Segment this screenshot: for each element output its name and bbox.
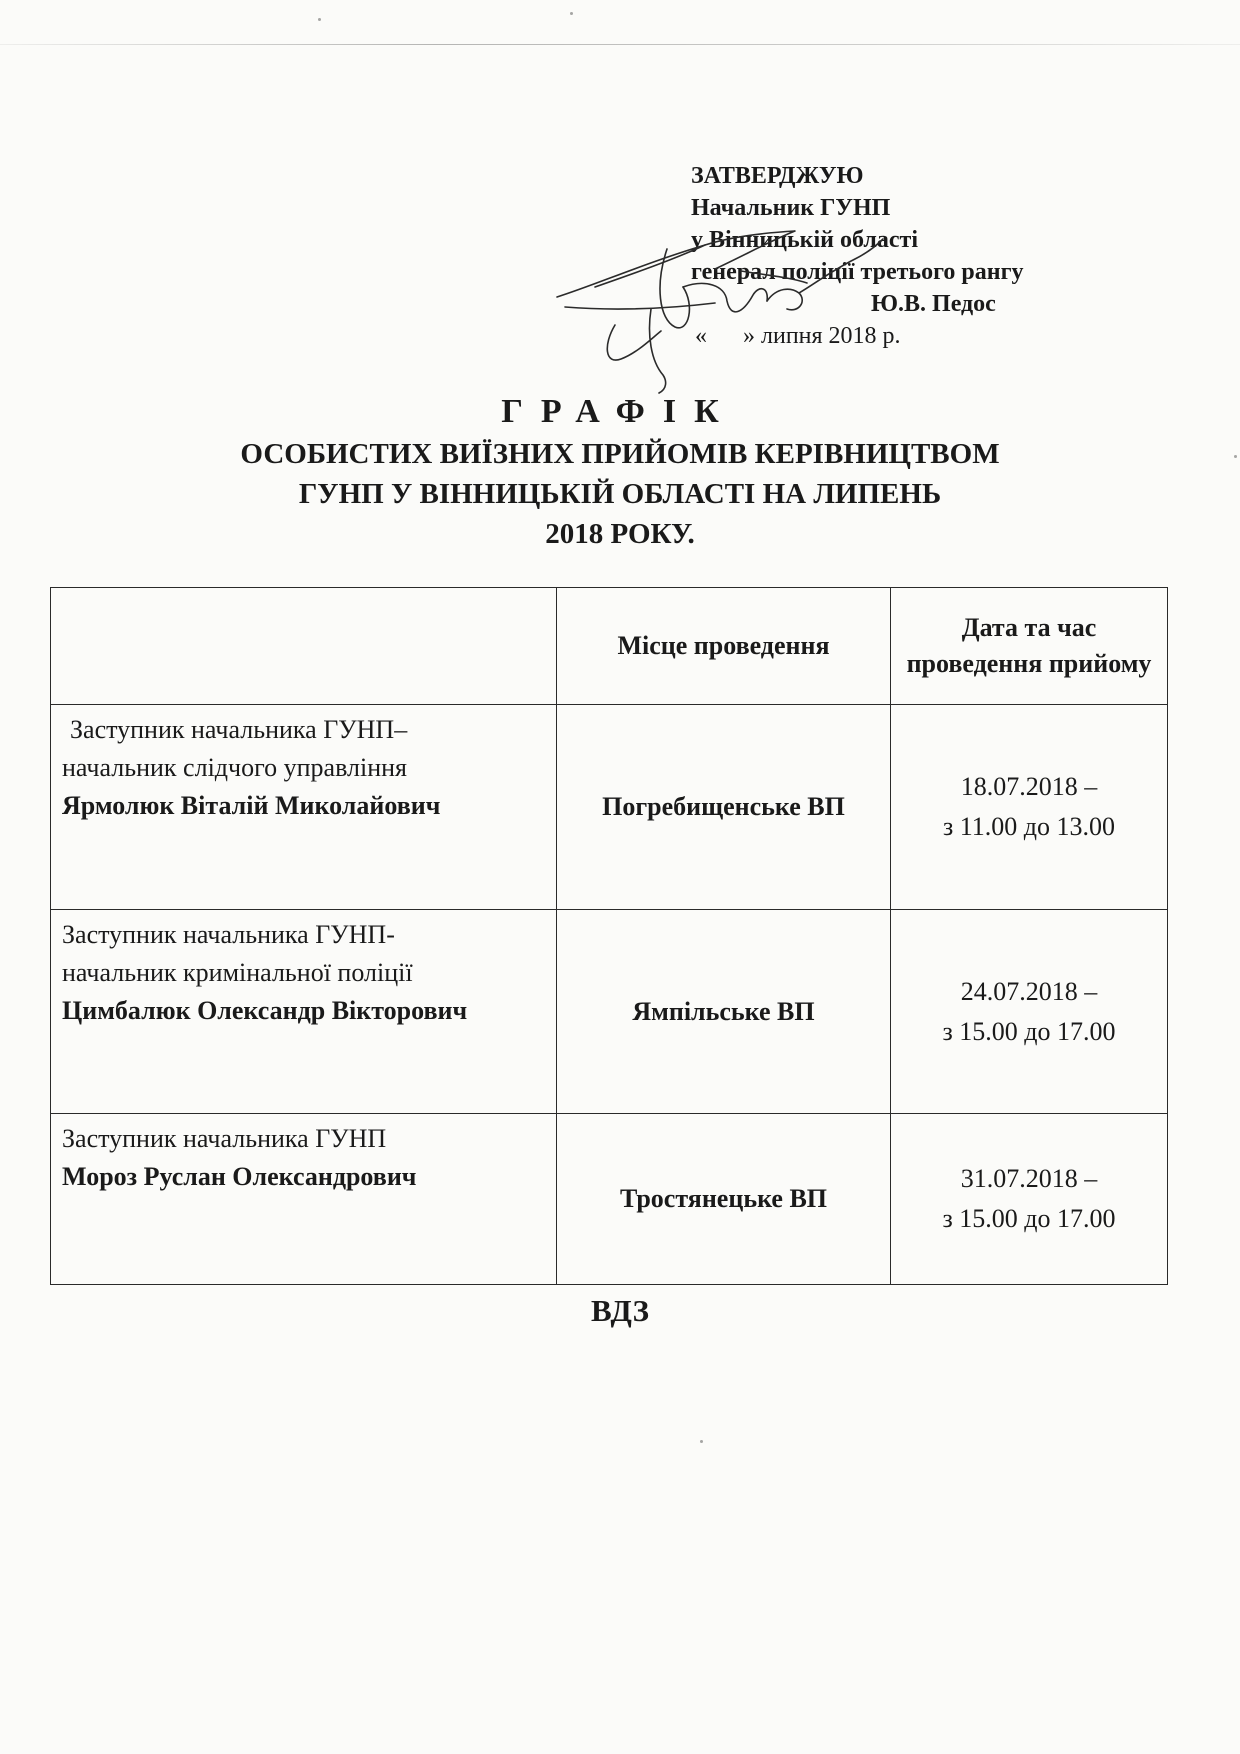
place-cell: Погребищенське ВП [557, 705, 891, 910]
date-time-cell [891, 705, 1168, 910]
approver-position-line1: Начальник ГУНП [691, 195, 891, 221]
title-main: ГРАФІК [501, 393, 737, 430]
scan-edge-line [0, 44, 1240, 45]
official-position-line2: начальник кримінальної поліції [62, 958, 413, 987]
header-official [51, 588, 557, 705]
document-title [0, 390, 1240, 554]
scan-speck [700, 1440, 703, 1443]
scan-speck [318, 18, 321, 21]
official-position-line1: Заступник начальника ГУНП- [62, 920, 395, 949]
date-time-cell [891, 910, 1168, 1114]
official-position-line1: Заступник начальника ГУНП [62, 1124, 387, 1153]
handwritten-signature [555, 215, 885, 395]
reception-date: 31.07.2018 – [960, 1164, 1098, 1193]
scan-speck [570, 12, 573, 15]
official-name: Цимбалюк Олександр Вікторович [62, 996, 468, 1025]
place-cell: Ямпільське ВП [557, 910, 891, 1114]
official-position-line2: начальник слідчого управління [62, 753, 407, 782]
date-time-cell [891, 1114, 1168, 1285]
official-position-line1: Заступник начальника ГУНП– [70, 715, 408, 744]
table-header-row [51, 588, 1168, 705]
header-date-time: Дата та час проведення прийому [891, 588, 1168, 705]
reception-time: з 15.00 до 17.00 [942, 1204, 1116, 1233]
title-line-2: ГУНП У ВІННИЦЬКІЙ ОБЛАСТІ НА ЛИПЕНЬ [298, 478, 942, 510]
table-row [51, 705, 1168, 910]
department-mark: ВДЗ [591, 1293, 649, 1328]
reception-time: з 15.00 до 17.00 [942, 1016, 1116, 1046]
table-row [51, 910, 1168, 1114]
schedule-table [50, 587, 1168, 1285]
title-line-3: 2018 РОКУ. [545, 518, 695, 550]
official-name: Ярмолюк Віталій Миколайович [62, 791, 441, 820]
place-cell: Тростянецьке ВП [557, 1114, 891, 1285]
reception-date: 24.07.2018 – [960, 976, 1098, 1006]
official-cell [51, 1114, 557, 1285]
title-line-1: ОСОБИСТИХ ВИЇЗНИХ ПРИЙОМІВ КЕРІВНИЦТВОМ [240, 438, 1000, 470]
approver-rank: генерал поліції третього рангу [691, 259, 1024, 285]
official-name: Мороз Руслан Олександрович [62, 1162, 417, 1191]
table-row [51, 1114, 1168, 1285]
reception-date: 18.07.2018 – [960, 772, 1098, 801]
official-cell [51, 705, 557, 910]
header-place: Місце проведення [557, 588, 891, 705]
official-cell [51, 910, 557, 1114]
approver-position-line2: у Вінницькій області [691, 227, 918, 253]
reception-time: з 11.00 до 13.00 [942, 812, 1116, 841]
approval-date: « » липня 2018 р. [695, 323, 901, 349]
approve-word: ЗАТВЕРДЖУЮ [691, 163, 864, 189]
approver-name: Ю.В. Педос [871, 291, 996, 317]
